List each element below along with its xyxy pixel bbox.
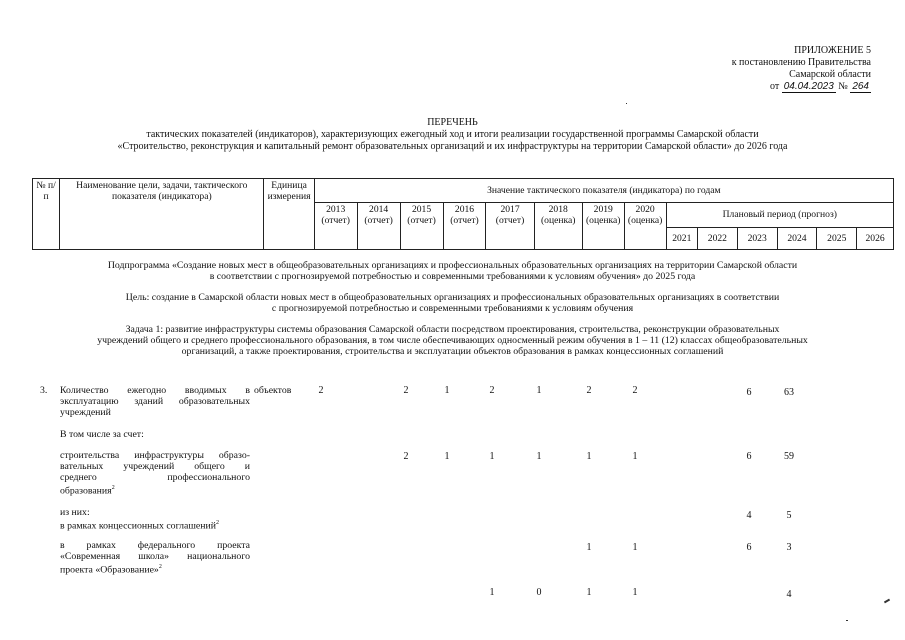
title-heading: ПЕРЕЧЕНЬ [427, 117, 478, 128]
goal-text [0, 292, 905, 314]
row-3-value: 2 [632, 385, 638, 396]
header-year-2018: 2018 (оценка) [534, 203, 582, 250]
construction-row-value: 1 [632, 451, 638, 462]
title-line-3: «Строительство, реконструкция и капитальный ремонт образовательных организаций и их инфраструктуры на территории Самарской области» до 2026 года [117, 141, 788, 152]
header-year-2015: 2015 (отчет) [400, 203, 443, 250]
header-year-2019: 2019 (оценка) [582, 203, 624, 250]
extra-row-value: 1 [632, 587, 638, 598]
attachment-region: Самарской области [789, 69, 871, 80]
document-title [0, 117, 905, 153]
row-3-name [60, 385, 250, 418]
concession-row-line-2: в рамках концессионных соглашений$^2$ [60, 520, 219, 532]
attachment-decree: к постановлению Правительства [731, 57, 871, 68]
header-plan-2026: 2026 [857, 227, 894, 249]
including-label: В том числе за счет: [60, 429, 144, 440]
header-plan-2025: 2025 [817, 227, 857, 249]
task-text [0, 324, 905, 357]
row-3-name-line-3: учреждений [60, 407, 111, 418]
row-3-name-line-1: Количество ежегодно вводимых в [60, 385, 250, 396]
title-line-2: тактических показателей (индикаторов), характеризующих ежегодный ход и итоги реализации государственной программы Самарской области [146, 129, 759, 140]
row-3-value: 6 [746, 387, 752, 398]
federal-project-row-value: 1 [586, 542, 592, 553]
subprogram-line-1: Подпрограмма «Создание новых мест в общеобразовательных организациях и профессиональных образовательных организациях на территории Самарской области [107, 260, 798, 271]
row-3-value: 2 [489, 385, 495, 396]
task-line-1: Задача 1: развитие инфраструктуры системы образования Самарской области посредством проектирования, строительства, реконструкции образовательных [125, 324, 780, 335]
header-plan-2023: 2023 [737, 227, 777, 249]
row-3-value: 63 [784, 387, 794, 398]
federal-project-row-line-1: в рамках федерального проекта [60, 540, 250, 551]
construction-row-line-3: среднего профессионального [60, 472, 250, 483]
row-3-value: 1 [536, 385, 542, 396]
construction-row-name [60, 450, 250, 496]
federal-project-row-line-3: проекта «Образование»$^2$ [60, 564, 162, 576]
number-prefix: № [838, 81, 848, 92]
row-3-value: 2 [318, 385, 324, 396]
row-3-value: 2 [403, 385, 409, 396]
federal-project-row-value: 1 [632, 542, 638, 553]
scan-speck [846, 620, 848, 621]
scan-speck [884, 599, 890, 604]
concession-row-value: 5 [786, 510, 792, 521]
date-prefix: от [769, 81, 780, 92]
header-year-2016: 2016 (отчет) [443, 203, 486, 250]
federal-project-row-line-2: «Современная школа» национального [60, 551, 250, 562]
header-unit: Единица измерения [264, 179, 314, 250]
date-value: 04.04.2023 [783, 81, 834, 92]
extra-row-value: 1 [586, 587, 592, 598]
indicator-table-header [32, 178, 894, 250]
row-3-value: 1 [444, 385, 450, 396]
concession-row-line-1: из них: [60, 507, 90, 518]
row-3-value: 2 [586, 385, 592, 396]
header-values-title: Значение тактического показателя (индикатора) по годам [314, 179, 893, 203]
concession-row-value: 4 [746, 510, 752, 521]
construction-row-value: 59 [784, 451, 794, 462]
attachment-block [732, 45, 871, 93]
header-year-2017: 2017 (отчет) [486, 203, 534, 250]
construction-row-value: 1 [444, 451, 450, 462]
construction-row-value: 6 [746, 451, 752, 462]
extra-row-value: 0 [536, 587, 542, 598]
row-3-number: 3. [40, 385, 48, 396]
header-plan-2021: 2021 [666, 227, 697, 249]
construction-row-value: 2 [403, 451, 409, 462]
header-name: Наименование цели, задачи, тактического показателя (индикатора) [60, 179, 264, 250]
concession-row-name [60, 507, 260, 531]
extra-row-value: 1 [489, 587, 495, 598]
construction-row-line-4: образования$^2$ [60, 485, 115, 497]
goal-line-2: с прогнозируемой потребностью и современными требованиями к условиям обучения [271, 303, 634, 314]
federal-project-row-value: 3 [786, 542, 792, 553]
construction-row-line-1: строительства инфраструктуры образо- [60, 450, 250, 461]
header-year-2020: 2020 (оценка) [624, 203, 666, 250]
extra-row-value: 4 [786, 589, 792, 600]
number-value: 264 [852, 81, 869, 92]
federal-project-row-value: 6 [746, 542, 752, 553]
construction-row-value: 1 [586, 451, 592, 462]
subprogram-text [0, 260, 905, 282]
construction-row-line-2: вательных учреждений общего и [60, 461, 250, 472]
scan-speck [626, 103, 627, 104]
header-year-2013: 2013 (отчет) [314, 203, 357, 250]
federal-project-row-name [60, 540, 250, 575]
header-year-2014: 2014 (отчет) [357, 203, 400, 250]
header-plan-2024: 2024 [777, 227, 817, 249]
header-plan-2022: 2022 [697, 227, 737, 249]
header-planned-period: Плановый период (прогноз) [666, 203, 893, 227]
header-num: № п/п [33, 179, 60, 250]
construction-row-value: 1 [536, 451, 542, 462]
task-line-3: организаций, а также проектирования, строительства и эксплуатации объектов образования в рамках концессионных соглашений [181, 346, 724, 357]
goal-line-1: Цель: создание в Самарской области новых мест в общеобразовательных организациях и профессиональных образовательных организациях в соответствии [125, 292, 780, 303]
row-3-unit: объектов [254, 385, 292, 396]
attachment-title: ПРИЛОЖЕНИЕ 5 [794, 45, 871, 56]
row-3-name-line-2: эксплуатацию зданий образовательных [60, 396, 250, 407]
construction-row-value: 1 [489, 451, 495, 462]
task-line-2: учреждений общего и среднего профессионального образования, в том числе обеспечивающих односменный режим обучения в 1 – 11 (12) классах общеобразовательных [97, 335, 808, 346]
attachment-date-line [732, 81, 871, 93]
subprogram-line-2: в соответствии с прогнозируемой потребностью и современными требованиями к условиям обучения» до 2025 года [209, 271, 696, 282]
